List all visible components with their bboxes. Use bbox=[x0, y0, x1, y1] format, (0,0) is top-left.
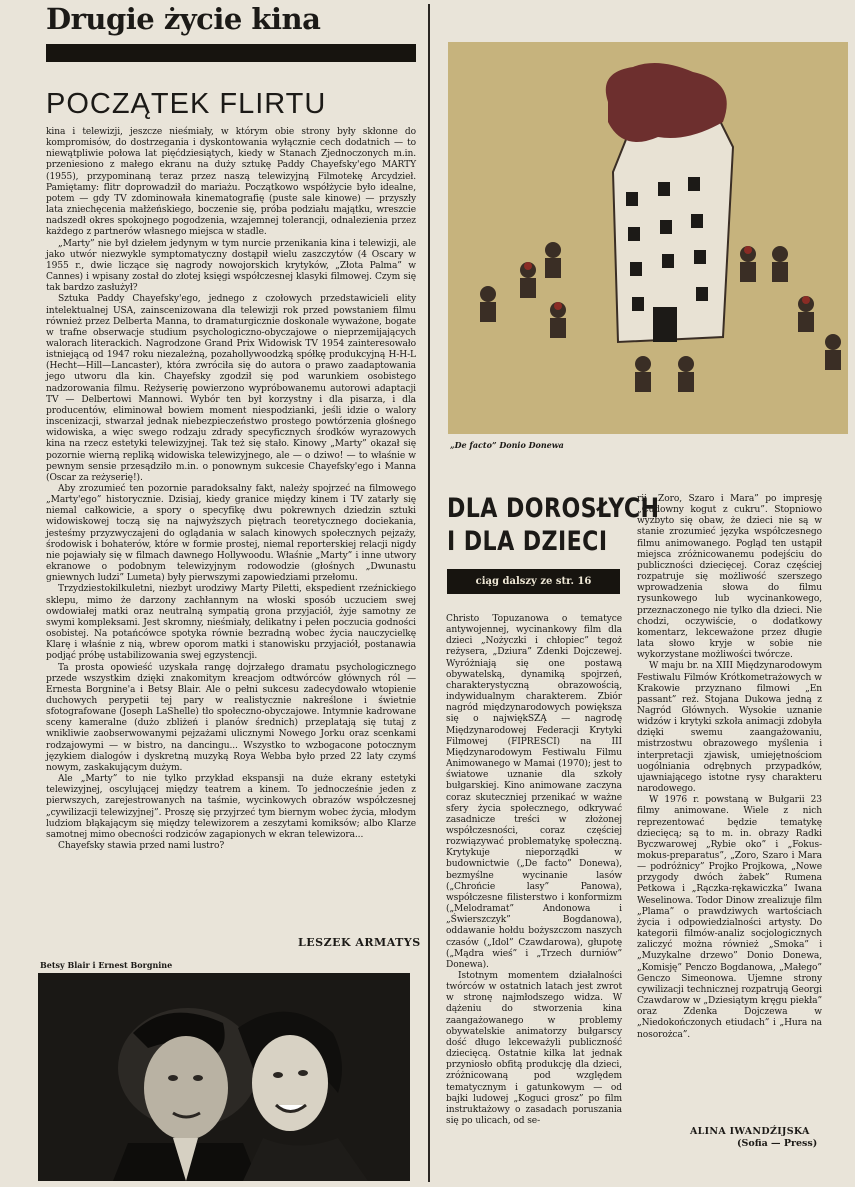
author-source: (Sofia — Press) bbox=[737, 1138, 818, 1149]
paragraph: Christo Topuzanowa o tematyce antywojennej, wycinankowy film dla dzieci „Nożyczki i chłopiec” tegoż reżysera, „Dziura” Zdenki Dojczewej. Wyróżniają się one postawą obywatelską, dynamiką spojrzeń, charakterystyczną obrazowością, indywidualnym charakterem. Zbiór nagród międzynarodowych powiększa się o najwiękSZĄ — nagrodę Międzynarodowej Federacji Krytyki Filmowej (FIPRESCI) na III Międzynarodowym Festiwalu Filmu Animowanego w Mamai (1970); jest to światowe uznanie dla szkoły bułgarskiej. Kino animowane zaczyna coraz skuteczniej przenikać w ważne sfery życia społecznego, odkrywać zasadnicze treści w złożonej współczesności, coraz częściej rozwiązywać problematykę społeczną. Krytykuje nieporządki w budownictwie („De facto” Donewa), bezmyślne wycinanie lasów („Chrońcie lasy” Panowa), współczesne filisterstwo i konformizm („Melodramat” Andonowa i „Świerszczyk” Bogdanowa), oddawanie hołdu bożyszczom naszych czasów („Idol” Czawdarowa), głupotę („Mądra wieś” i „Trzech durniów” Donewa). bbox=[446, 614, 622, 970]
middle-column-body bbox=[446, 614, 622, 1127]
photo-caption: Betsy Blair i Ernest Borgnine bbox=[40, 960, 173, 970]
author-byline: LESZEK ARMATYS bbox=[298, 936, 421, 949]
paragraph: Chayefsky stawia przed nami lustro? bbox=[58, 841, 225, 851]
illustration-caption: „De facto” Donio Donewa bbox=[450, 440, 564, 450]
paragraph: W maju br. na XIII Międzynarodowym Festiwalu Filmów Krótkometrażowych w Krakowie przyznano filmowi „En passant” reż. Stojana Dukowa jedną z Nagród Głównych. Wysokie uznanie widzów i krytyki szkoła animacji zdobyła dzięki swemu zaangażowaniu, mistrzostwu obrazowego myślenia i interpretacji zjawisk, umiejętnościom uogólniania odrębnych przypadków, ujawniającego istotne rysy charakteru narodowego. bbox=[637, 661, 822, 795]
paragraph: kina i telewizji, jeszcze nieśmiały, w którym obie strony były skłonne do kompromisów, do dostrzegania i dyskontowania wyłącznie cech dodatnich — to niewątpliwie połowa lat pięćdziesiątych, kiedy w Stanach Zjednoczonych m.in. przeniesiono z małego ekranu na duży sztukę Paddy Chayefsky'ego MARTY (1955), przypominaną teraz przez naszą telewizyjną Filmotekę Arcydzieł. Pamiętamy: flitr doprowadził do mariażu. Początkowo współżycie było idealne, potem — gdy TV zdominowała kinematografię (puste sale kinowe) — przyszły lata zniechęcenia małżeńskiego, boczenie się, próba podziału majątku, wreszcie nadszedł okres spokojnego pogodzenia, wzajemnej tolerancji, odnalezienia przez każdego z partnerów własnego miejsca w stadle. bbox=[46, 127, 416, 238]
paragraph: Sztuka Paddy Chayefsky'ego, jednego z czołowych przedstawicieli elity intelektualnej USA, zainscenizowana dla telewizji rok przed powstaniem filmu również przez Delberta Manna, to dramaturgicznie doskonale wyważone, bogate w trafne obserwacje studium psychologiczno-obyczajowe o nieprzemijających walorach literackich. Nagrodzone Grand Prix Widowisk TV 1954 zainteresowało istniejącą od 1947 roku niezależną, pozahollywoodzką spółkę produkcyjną H-H-L (Hecht—Hill—Lancaster), która zwróciła się do autora o prawo zaadaptowania jego utworu dla kin. Chayefsky zgodził się pod warunkiem osobistego nadzorowania filmu. Reżyserię powierzono wypróbowanemu autorowi adaptacji TV — Delbertowi Mannowi. Wybór ten był korzystny i dla pisarza, i dla producentów, eliminował bowiem moment niespodzianki, jeśli idzie o walory inscenizacji, stwarzał jednak niebezpieczeństwo prostego powtórzenia głośnego widowiska, a więc swego rodzaju zdrady specyficznych środków wyrazowych kina na rzecz estetyki telewizyjnej. Tak też się stało. Kinowy „Marty” okazał się pozornie wierną repliką widowiska telewizyjnego, ale — o dziwo! — to właśnie w pewnym sensie przesądziło m.in. o ponownym sukcesie Chayefsky'ego i Manna (Oscar za reżyserię!). bbox=[46, 294, 416, 483]
section-rule bbox=[46, 44, 416, 62]
page-divider bbox=[428, 4, 430, 1182]
paragraph: W 1976 r. powstaną w Bułgarii 23 filmy animowane. Wiele z nich reprezentować będzie tematykę dziecięcą; są to m. in. obrazy Radki Byczwarowej „Rybie oko” i „Fokus-mokus-preparatus”, „Zoro, Szaro i Mara — podróżnicy” Projko Projkowa, „Nowe przygody dwóch żabek” Rumena Petkowa i „Rączka-rękawiczka” Iwana Weselinowa. Todor Dinow zrealizuje film „Plama” o prawdziwych wartościach życia i odpowiedzialności artysty. Do kategorii filmów-analiz socjologicznych zaliczyć można również „Smoka” i „Muzykalne drzewo” Donio Donewa, „Komisję” Penczo Bogdanowa, „Małego” Genczo Simeonowa. Ujemne strony cywilizacji technicznej rozpatrują Georgi Czawdarow w „Dziesiątym kręgu piekła” oraz Zdenka Dojczewa w „Niedokończonych etiudach” i „Hura na nosorożca”. bbox=[637, 795, 822, 1040]
film-still-photo bbox=[38, 973, 410, 1181]
author-byline: ALINA IWANDŹIJSKA bbox=[690, 1126, 810, 1137]
paragraph: Trzydziestokilkuletni, niezbyt urodziwy Marty Piletti, ekspedient rzeźnickiego sklepu, mimo że darzony zachłannym na włoski sposób uczuciem swej owdowiałej matki oraz neutralną sympatią grona przyjaciół, żyje samotny ze swymi kompleksami. Jest skromny, nieśmiały, delikatny i pełen poczucia godności osobistej. Na potańcówce spotyka równie bezradną wobec życia nauczycielkę Klarę i właśnie z nią, wbrew oporom matki i stanowisku przyjaciół, postanawia podjąć próbę ustabilizowania swej egzystencji. bbox=[46, 584, 416, 662]
continued-label: ciąg dalszy ze str. 16 bbox=[447, 569, 620, 594]
paragraph: Istotnym momentem działalności twórców w ostatnich latach jest zwrot w stronę najmłodszego widza. W dążeniu do stworzenia kina zaangażowanego w problemy obywatelskie animatorzy bułgarscy dość długo lekceważyli publiczność dziecięcą. Ostatnie kilka lat jednak przyniosło obfitą produkcję dla dzieci, zróżnicowaną pod względem tematycznym i gatunkowym — od bajki ludowej „Koguci grosz” po film instruktażowy o zasadach poruszania się po ulicach, od se- bbox=[446, 971, 622, 1127]
section-title: Drugie życie kina bbox=[46, 2, 321, 36]
paragraph: rii „Zoro, Szaro i Mara” po impresję „Cudowny kogut z cukru”. Stopniowo wyzbyto się obaw, że dzieci nie są w stanie zrozumieć języka współczesnego filmu animowanego. Pogląd ten ustąpił miejsca zróżnicowanemu podejściu do publiczności dziecięcej. Coraz częściej rozpatruje się możliwość szerszego wprowadzenia słowa do filmu rysunkowego lub wycinankowego, przeznaczonego nie tylko dla dzieci. Nie chodzi, oczywiście, o dodatkowy komentarz, lekceważone przez długie lata słowo kryje w sobie nie wykorzystane możliwości twórcze. bbox=[637, 494, 822, 661]
cartoon-illustration bbox=[448, 42, 848, 434]
article-title: POCZĄTEK FLIRTU bbox=[46, 88, 327, 120]
paragraph: Ta prosta opowieść uzyskała rangę dojrzałego dramatu psychologicznego przede wszystkim dzięki znakomitym kreacjom odtwórców głównych ról — Ernesta Borgnine'a i Betsy Blair. Ale o pełni sukcesu zadecydowało wtopienie duchowych perypetii tej pary w realistycznie nakreślone i świetnie sfotografowane (Joseph LaShelle) tło społeczno-obyczajowe. Intymnie kadrowane sceny kameralne (dużo zbliżeń i planów średnich) przeplatają się tutaj z wnikliwie zaobserwowanymi pejzażami ulicznymi Nowego Jorku oraz scenkami rodzajowymi — w bistro, na dancingu... Wszystko to wzbogacone potocznym językiem dialogów i dyskretną muzyką Roya Webba było przed 22 laty czymś nowym, zaskakującym dużym. bbox=[46, 662, 416, 773]
paragraph: Ale „Marty” to nie tylko przykład ekspansji na duże ekrany estetyki telewizyjnej, oscylującej między teatrem a kinem. To jednocześnie jeden z pierwszych, zarejestrowanych na taśmie, wycinkowych obrazów współczesnej „cywilizacji telewizyjnej”. Proszę się przyjrzeć tym biernym wobec życia, młodym ludziom błąkającym się między telewizorem a zeszytami komiksów; albo Klarze samotnej mimo obecności rodziców zagapionych w ekran telewizora... bbox=[46, 774, 416, 840]
article-headline bbox=[447, 492, 659, 558]
paragraph: Aby zrozumieć ten pozornie paradoksalny fakt, należy spojrzeć na filmowego „Marty'ego” historycznie. Dzisiaj, kiedy granice między kinem i TV zatarły się niemal całkowicie, a spory o specyfikę dwu pokrewnych dziedzin sztuki widowiskowej toczą się na najwyższych piętrach teoretycznego dociekania, jesteśmy przyzwyczajeni do oglądania w salach kinowych społecznych pejzaży, środowisk i bohaterów, które w formie prostej, niemal reporterskiej relacji nigdy nie pojawiały się w filmach dawnego Hollywoodu. Właśnie „Marty” i inne utwory ekranowe o podobnym telewizyjnym rodowodzie (głośnych „Dwunastu gniewnych ludzi” Lumeta) były pierwszymi zapowiedziami przełomu. bbox=[46, 484, 416, 584]
headline-line: I DLA DZIECI bbox=[447, 526, 608, 557]
left-article-body bbox=[46, 127, 416, 852]
headline-line: DLA DOROSŁYCH bbox=[447, 493, 660, 524]
right-column-body bbox=[637, 494, 822, 1041]
paragraph: „Marty” nie był dziełem jedynym w tym nurcie przenikania kina i telewizji, ale jako utwór niezwykle symptomatyczny dostąpił wielu zaszczytów (4 Oscary w 1955 r., dwie liczące się nagrody nowojorskich krytyków, „Złota Palma” w Cannes) i wpisany został do złotej księgi współczesnej klasyki filmowej. Czym się tak bardzo zasłużył? bbox=[46, 238, 416, 294]
